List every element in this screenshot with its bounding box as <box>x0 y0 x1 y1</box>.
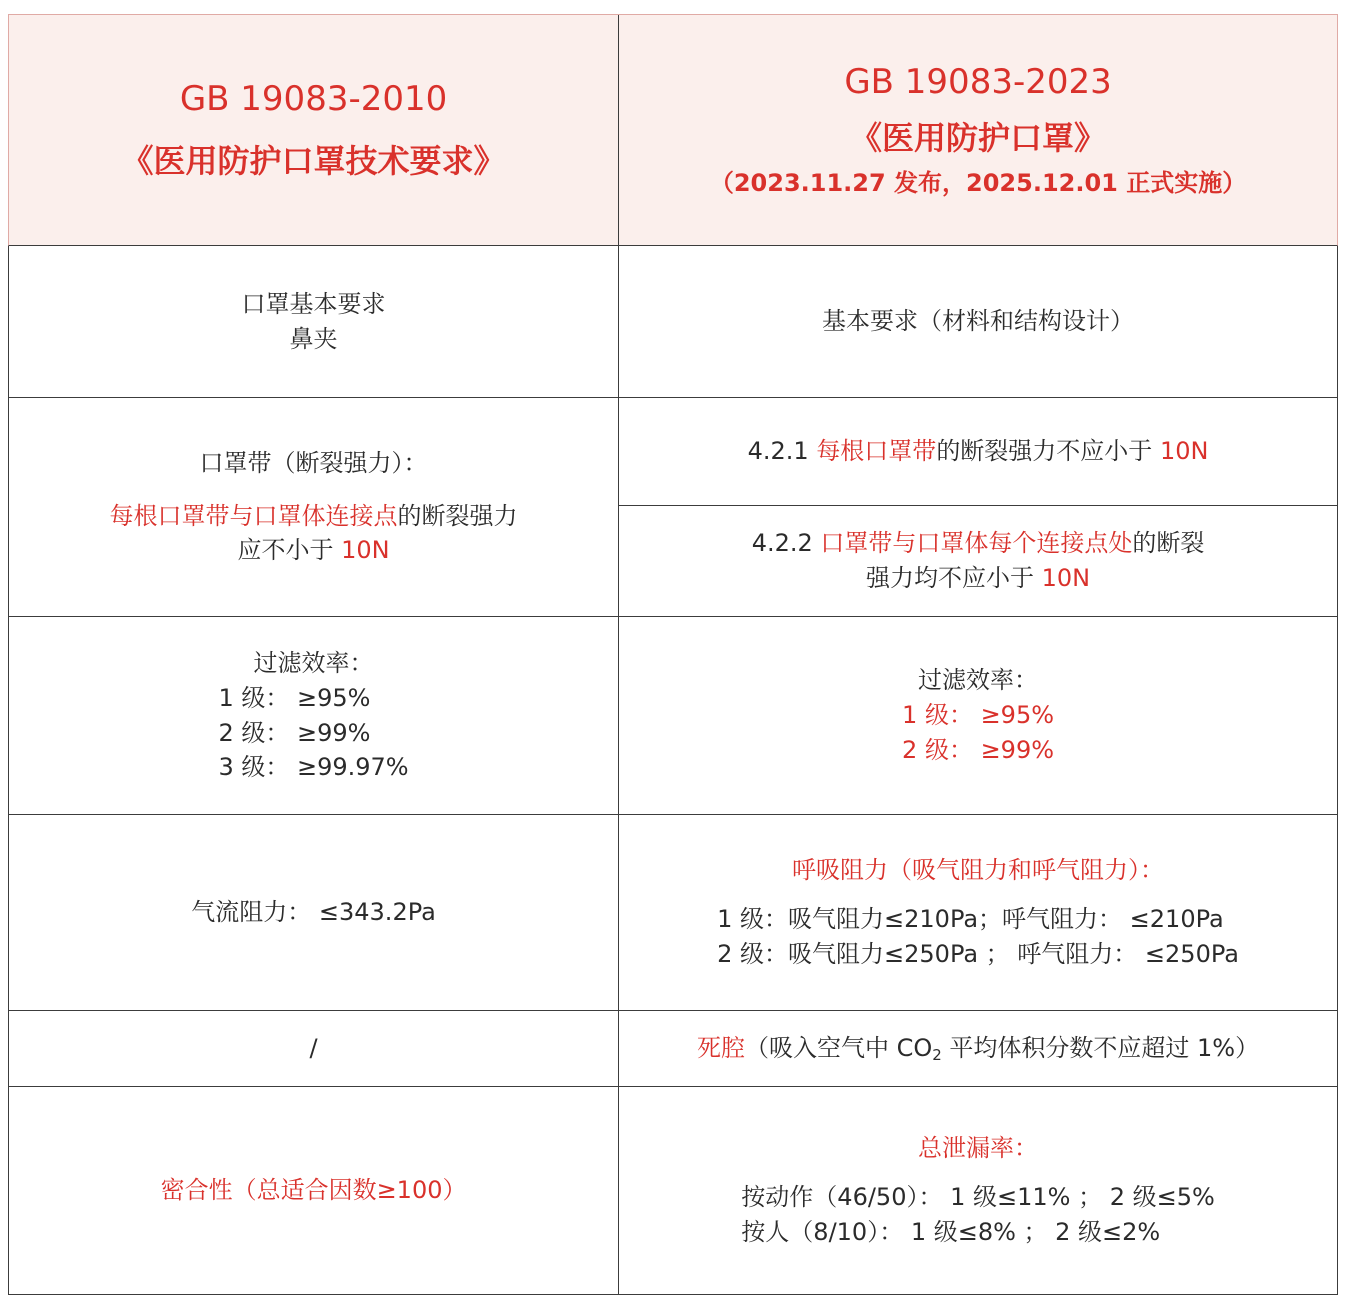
old-standard-code: GB 19083-2010 <box>179 79 448 120</box>
clause-4-2-1-text: 的断裂强力不应小于 <box>936 437 1160 466</box>
resistance-left-cell <box>9 815 619 1010</box>
filtration-right-level-2: 2 级： ≥99% <box>902 735 1055 764</box>
header-old-standard <box>9 15 619 245</box>
strap-right-4-2-2 <box>619 505 1337 616</box>
table-row-filtration <box>8 617 1338 815</box>
dead-space-right-cell <box>619 1011 1337 1086</box>
table-header-row <box>8 14 1338 246</box>
old-standard-title: 《医用防护口罩技术要求》 <box>121 142 506 181</box>
filtration-right-level-1: 1 级： ≥95% <box>902 701 1055 730</box>
breathing-resistance-level-1: 1 级：吸气阻力≤210Pa；呼气阻力： ≤210Pa <box>717 905 1224 934</box>
filtration-right-cell <box>619 617 1337 814</box>
resistance-right-cell <box>619 815 1337 1010</box>
total-leakage-by-action: 按动作（46/50）： 1 级≤11% ； 2 级≤5% <box>741 1183 1215 1212</box>
strap-left-tail-prefix: 应不小于 <box>237 536 342 565</box>
filtration-right-title: 过滤效率： <box>918 666 1039 695</box>
clause-4-2-1-highlight: 每根口罩带 <box>816 437 937 466</box>
clause-4-2-2-text: 的断裂 <box>1132 529 1205 558</box>
strap-left-highlight: 每根口罩带与口罩体连接点 <box>109 501 398 530</box>
breathing-resistance-level-2: 2 级：吸气阻力≤250Pa ； 呼气阻力： ≤250Pa <box>717 939 1239 968</box>
dead-space-left-text: / <box>309 1034 318 1063</box>
basic-left-line2: 鼻夹 <box>289 324 338 353</box>
clause-4-2-1-number: 4.2.1 <box>747 437 817 466</box>
airflow-resistance-text: 气流阻力： ≤343.2Pa <box>191 898 436 927</box>
table-row-basic <box>8 246 1338 398</box>
clause-4-2-2-tail: 强力均不应小于 <box>865 564 1042 592</box>
dead-space-left-cell <box>9 1011 619 1086</box>
basic-right-cell <box>619 246 1337 397</box>
new-standard-title: 《医用防护口罩》 <box>850 118 1107 157</box>
strap-left-value: 10N <box>341 536 390 565</box>
basic-right-text: 基本要求（材料和结构设计） <box>822 307 1135 336</box>
table-row-strap <box>8 398 1338 617</box>
fit-right-cell <box>619 1087 1337 1294</box>
strap-left-mid: 的断裂强力 <box>397 501 518 530</box>
new-standard-dates: （2023.11.27 发布，2025.12.01 正式实施） <box>709 169 1247 198</box>
filtration-left-level-3: 3 级： ≥99.97% <box>218 753 409 782</box>
filtration-left-level-2: 2 级： ≥99% <box>218 718 371 747</box>
table-row-resistance <box>8 815 1338 1011</box>
total-leakage-by-person: 按人（8/10）： 1 级≤8% ； 2 级≤2% <box>741 1217 1161 1246</box>
breathing-resistance-title: 呼吸阻力（吸气阻力和呼气阻力）： <box>792 856 1165 885</box>
strap-right-cell <box>619 398 1337 616</box>
total-leakage-title: 总泄漏率： <box>918 1134 1039 1163</box>
filtration-left-title: 过滤效率： <box>253 648 374 677</box>
table-row-dead-space <box>8 1011 1338 1087</box>
dead-space-desc-suffix: 平均体积分数不应超过 1%） <box>941 1033 1260 1062</box>
new-standard-code: GB 19083-2023 <box>844 62 1112 102</box>
strap-left-cell <box>9 398 619 616</box>
clause-4-2-2-value: 10N <box>1041 564 1091 592</box>
co2-subscript: 2 <box>932 1045 942 1064</box>
clause-4-2-2-highlight: 口罩带与口罩体每个连接点处 <box>820 529 1133 558</box>
basic-left-cell <box>9 246 619 397</box>
strap-right-4-2-1 <box>619 398 1337 505</box>
strap-left-title: 口罩带（断裂强力）： <box>199 448 428 477</box>
clause-4-2-2-number: 4.2.2 <box>751 529 821 558</box>
strap-left-tail <box>237 533 389 568</box>
basic-left-line1: 口罩基本要求 <box>241 289 386 318</box>
strap-left-requirement <box>110 499 518 534</box>
clause-4-2-1-value: 10N <box>1159 437 1209 466</box>
table-row-fit <box>8 1087 1338 1295</box>
dead-space-label: 死腔 <box>696 1033 745 1062</box>
dead-space-desc-prefix: （吸入空气中 CO <box>744 1033 933 1062</box>
filtration-left-cell <box>9 617 619 814</box>
filtration-left-level-1: 1 级： ≥95% <box>218 683 371 712</box>
fit-left-cell <box>9 1087 619 1294</box>
header-new-standard <box>619 15 1337 245</box>
fit-factor-text: 密合性（总适合因数≥100） <box>160 1176 467 1205</box>
